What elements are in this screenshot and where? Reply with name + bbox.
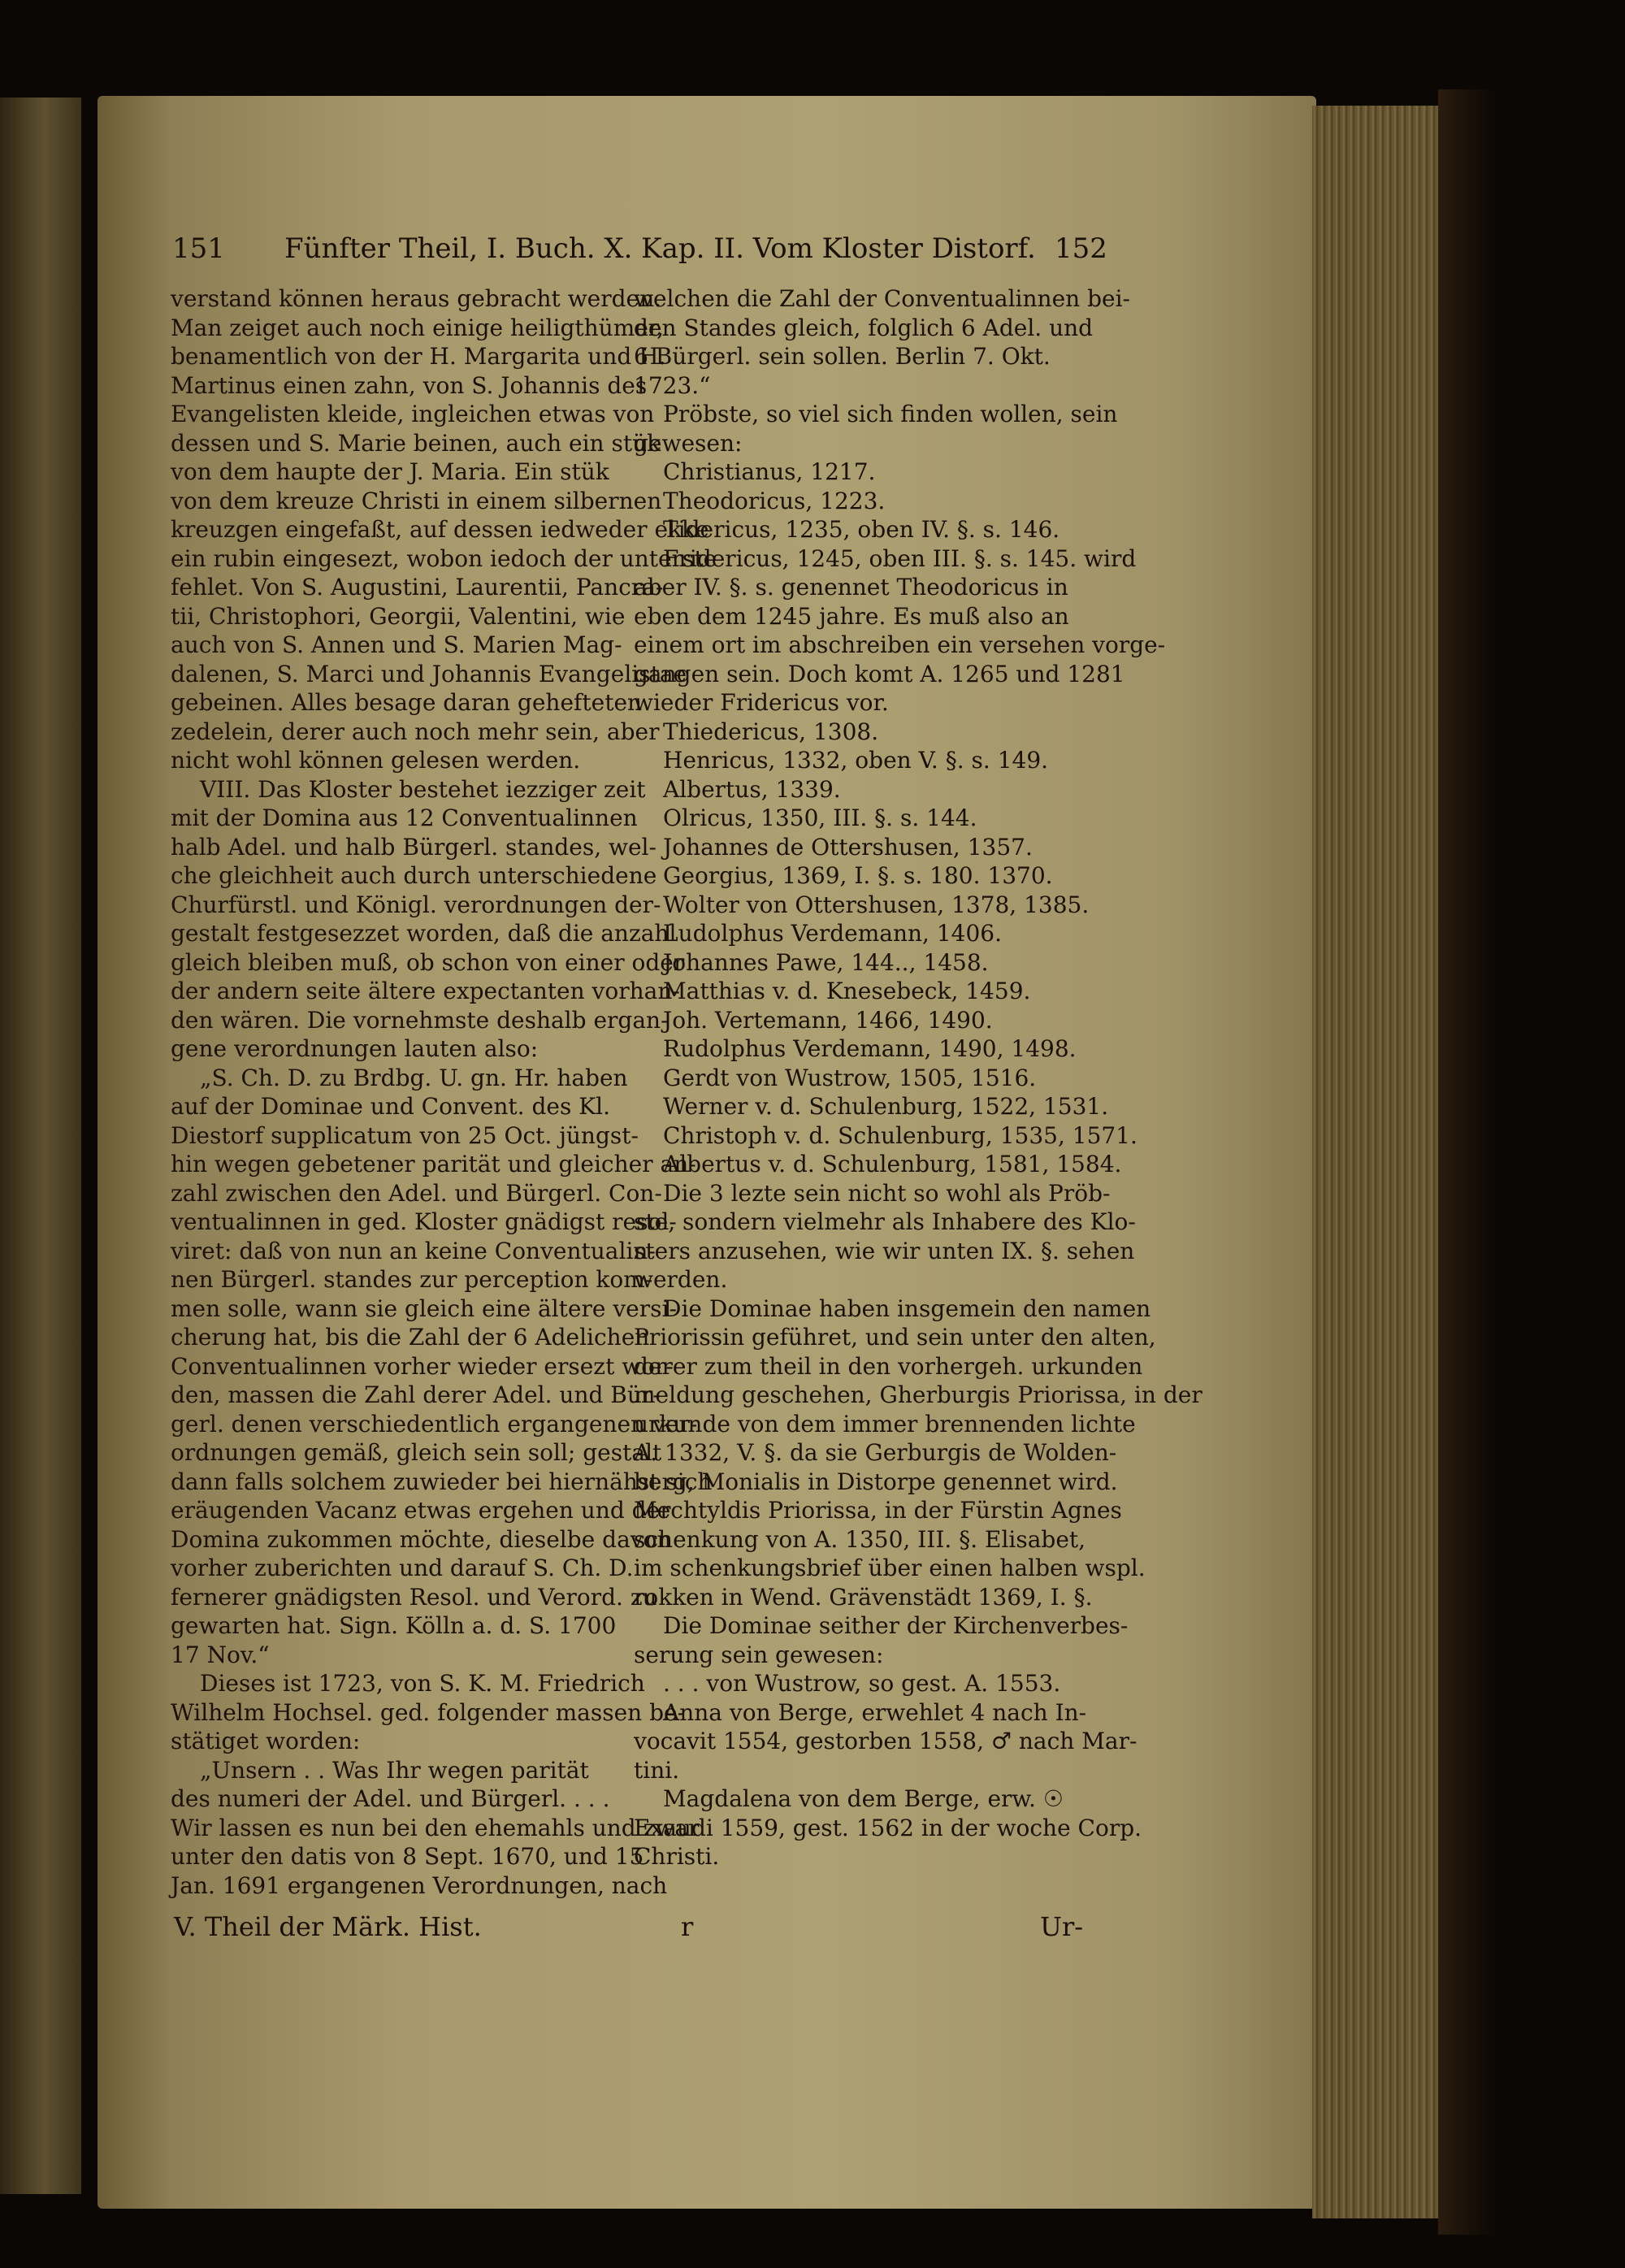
signature-mark: V. Theil der Märk. Hist. xyxy=(174,1911,482,1942)
text-line: 17 Nov.“ xyxy=(171,1641,270,1668)
text-line: Matthias v. d. Knesebeck, 1459. xyxy=(663,978,1031,1004)
text-line: Wolter von Ottershusen, 1378, 1385. xyxy=(663,891,1090,918)
text-line: gangen sein. Doch komt A. 1265 und 1281 xyxy=(634,660,1125,687)
text-line: von dem haupte der J. Maria. Ein stük xyxy=(171,458,609,485)
text-line: Johannes de Ottershusen, 1357. xyxy=(663,833,1033,861)
text-line: Exaudi 1559, gest. 1562 in der woche Corp. xyxy=(634,1814,1142,1841)
text-line: men solle, wann sie gleich eine ältere versi- xyxy=(171,1294,677,1322)
text-line: Martinus einen zahn, von S. Johannis des xyxy=(171,371,648,399)
text-line: ventualinnen in ged. Kloster gnädigst resol- xyxy=(171,1208,677,1235)
text-line: verstand können heraus gebracht werden. xyxy=(171,285,662,312)
text-line: benamentlich von der H. Margarita und H. xyxy=(171,343,666,370)
text-line: Fridericus, 1245, oben III. §. s. 145. wird xyxy=(663,544,1137,572)
text-line: tini. xyxy=(634,1756,680,1784)
text-line: Christoph v. d. Schulenburg, 1535, 1571. xyxy=(663,1121,1138,1149)
text-line: Albertus, 1339. xyxy=(663,775,841,803)
text-line: che gleichheit auch durch unterschiedene xyxy=(171,862,657,889)
text-line: gleich bleiben muß, ob schon von einer oder xyxy=(171,948,685,976)
text-line: zahl zwischen den Adel. und Bürgerl. Con- xyxy=(171,1179,662,1207)
text-line: Jan. 1691 ergangenen Verordnungen, nach xyxy=(171,1871,668,1899)
text-line: zedelein, derer auch noch mehr sein, aber xyxy=(171,718,660,745)
text-line: Diestorf supplicatum von 25 Oct. jüngst- xyxy=(171,1121,639,1149)
text-line: vocavit 1554, gestorben 1558, ♂ nach Mar- xyxy=(634,1728,1138,1754)
text-line: nen Bürgerl. standes zur perception kom- xyxy=(171,1266,653,1293)
text-line: ordnungen gemäß, gleich sein soll; gestalt xyxy=(171,1439,662,1466)
facing-page-edge xyxy=(0,98,81,2194)
text-line: eben dem 1245 jahre. Es muß also an xyxy=(634,602,1069,630)
page-block-edge xyxy=(1312,106,1442,2218)
text-line: Joh. Vertemann, 1466, 1490. xyxy=(663,1006,993,1034)
text-line: Mechtyldis Priorissa, in der Fürstin Agnes xyxy=(634,1497,1122,1524)
text-line: einem ort im abschreiben ein versehen vorge- xyxy=(634,631,1166,658)
text-line: urkunde von dem immer brennenden lichte xyxy=(634,1410,1136,1438)
text-line: Ludolphus Verdemann, 1406. xyxy=(663,920,1002,947)
text-line: mit der Domina aus 12 Conventualinnen xyxy=(171,804,638,831)
text-line: gerl. denen verschiedentlich ergangenen ver- xyxy=(171,1410,698,1438)
text-line: serung sein gewesen: xyxy=(634,1641,884,1668)
text-line: „Unsern . . Was Ihr wegen parität xyxy=(200,1756,589,1784)
text-line: gewarten hat. Sign. Kölln a. d. S. 1700 xyxy=(171,1612,617,1639)
text-line: Conventualinnen vorher wieder ersezt wor- xyxy=(171,1352,674,1380)
text-line: von dem kreuze Christi in einem silbernen xyxy=(171,487,662,514)
text-line: den wären. Die vornehmste deshalb ergan- xyxy=(171,1006,669,1034)
text-line: den Standes gleich, folglich 6 Adel. und xyxy=(634,314,1094,341)
text-line: . . . von Wustrow, so gest. A. 1553. xyxy=(663,1670,1061,1697)
text-line: Georgius, 1369, I. §. s. 180. 1370. xyxy=(663,862,1053,889)
text-line: gebeinen. Alles besage daran gehefteten xyxy=(171,689,643,716)
text-line: viret: daß von nun an keine Conventualin- xyxy=(171,1237,656,1264)
text-line: Man zeiget auch noch einige heiligthümer, xyxy=(171,314,665,341)
text-line: Die 3 lezte sein nicht so wohl als Pröb- xyxy=(663,1179,1111,1207)
text-line: Churfürstl. und Königl. verordnungen der- xyxy=(171,891,661,918)
text-line: kreuzgen eingefaßt, auf dessen iedweder ekke xyxy=(171,516,709,543)
text-line: Albertus v. d. Schulenburg, 1581, 1584. xyxy=(663,1151,1122,1177)
text-line: Henricus, 1332, oben V. §. s. 149. xyxy=(663,747,1049,774)
text-line: aber IV. §. s. genennet Theodoricus in xyxy=(634,574,1068,601)
text-line: ste, sondern vielmehr als Inhabere des Klo- xyxy=(634,1208,1136,1235)
text-line: wieder Fridericus vor. xyxy=(634,689,889,716)
text-line: im schenkungsbrief über einen halben wspl. xyxy=(634,1555,1146,1581)
text-line: werden. xyxy=(634,1266,728,1293)
text-line: cherung hat, bis die Zahl der 6 Adelichen xyxy=(171,1324,650,1351)
text-line: Dieses ist 1723, von S. K. M. Friedrich xyxy=(200,1670,645,1697)
text-line: Rudolphus Verdemann, 1490, 1498. xyxy=(663,1035,1077,1062)
text-line: der andern seite ältere expectanten vorhan- xyxy=(171,978,680,1004)
text-line: Domina zukommen möchte, dieselbe davon xyxy=(171,1525,672,1553)
text-line: fernerer gnädigsten Resol. und Verord. zu xyxy=(171,1583,657,1611)
text-line: ein rubin eingesezt, wobon iedoch der unterste xyxy=(171,544,717,572)
text-line: tii, Christophori, Georgii, Valentini, wie xyxy=(171,602,626,630)
text-line: des numeri der Adel. und Bürgerl. . . . xyxy=(171,1785,610,1812)
text-line: Die Dominae haben insgemein den namen xyxy=(663,1294,1151,1322)
text-line: vorher zuberichten und darauf S. Ch. D. xyxy=(171,1555,634,1581)
text-line: sters anzusehen, wie wir unten IX. §. sehen xyxy=(634,1237,1135,1264)
text-line: Anna von Berge, erwehlet 4 nach In- xyxy=(663,1698,1087,1726)
text-line: gewesen: xyxy=(634,429,743,457)
text-line: Olricus, 1350, III. §. s. 144. xyxy=(663,804,977,831)
text-line: rokken in Wend. Grävenstädt 1369, I. §. xyxy=(634,1583,1093,1611)
catchword: Ur- xyxy=(1040,1911,1084,1942)
text-line: derer zum theil in den vorhergeh. urkunden xyxy=(634,1352,1143,1380)
page-number-left: 151 xyxy=(172,232,225,265)
text-line: Gerdt von Wustrow, 1505, 1516. xyxy=(663,1064,1037,1091)
page-number-right: 152 xyxy=(1055,232,1107,265)
text-line: VIII. Das Kloster bestehet iezziger zeit xyxy=(200,775,646,803)
book-shadow xyxy=(1438,89,1495,2235)
text-line: halb Adel. und halb Bürgerl. standes, wel- xyxy=(171,833,656,861)
running-title: Fünfter Theil, I. Buch. X. Kap. II. Vom Kloster Distorf. xyxy=(284,232,1036,265)
text-line: Tidericus, 1235, oben IV. §. s. 146. xyxy=(663,516,1060,543)
text-line: Christianus, 1217. xyxy=(663,458,876,485)
text-line: auch von S. Annen und S. Marien Mag- xyxy=(171,631,622,658)
text-line: hin wegen gebetener parität und gleicher an- xyxy=(171,1151,696,1177)
text-line: Werner v. d. Schulenburg, 1522, 1531. xyxy=(663,1093,1109,1120)
text-line: Johannes Pawe, 144.., 1458. xyxy=(663,948,989,976)
text-line: gestalt festgesezzet worden, daß die anzahl xyxy=(171,920,677,947)
text-line: eräugenden Vacanz etwas ergehen und der xyxy=(171,1497,671,1524)
text-line: gene verordnungen lauten also: xyxy=(171,1035,539,1062)
text-line: dessen und S. Marie beinen, auch ein stük xyxy=(171,429,661,457)
text-line: 1723.“ xyxy=(634,371,711,399)
text-line: Priorissin geführet, und sein unter den alten, xyxy=(634,1324,1156,1351)
text-line: unter den datis von 8 Sept. 1670, und 15 xyxy=(171,1843,644,1870)
text-line: meldung geschehen, Gherburgis Priorissa, in der xyxy=(634,1381,1202,1408)
text-line: Christi. xyxy=(634,1843,720,1870)
text-line: dann falls solchem zuwieder bei hiernähst sich xyxy=(171,1468,713,1495)
text-line: Pröbste, so viel sich finden wollen, sein xyxy=(663,401,1118,427)
text-line: Wir lassen es nun bei den ehemahls und zwar xyxy=(171,1814,700,1841)
text-line: welchen die Zahl der Conventualinnen bei- xyxy=(634,285,1130,312)
text-line: nicht wohl können gelesen werden. xyxy=(171,747,581,774)
right-column xyxy=(634,284,1202,1871)
signature-letter: r xyxy=(681,1911,694,1942)
text-line: stätiget worden: xyxy=(171,1728,361,1754)
text-line: A. 1332, V. §. da sie Gerburgis de Wolden- xyxy=(634,1439,1117,1466)
text-line: Die Dominae seither der Kirchenverbes- xyxy=(663,1612,1129,1639)
text-line: „S. Ch. D. zu Brdbg. U. gn. Hr. haben xyxy=(200,1064,628,1091)
text-line: berg, Monialis in Distorpe genennet wird. xyxy=(634,1468,1118,1495)
text-line: den, massen die Zahl derer Adel. und Bür- xyxy=(171,1381,661,1408)
text-line: Thiedericus, 1308. xyxy=(663,718,879,745)
text-line: 6 Bürgerl. sein sollen. Berlin 7. Okt. xyxy=(634,343,1051,370)
text-line: Evangelisten kleide, ingleichen etwas von xyxy=(171,401,655,427)
text-line: dalenen, S. Marci und Johannis Evangelistae xyxy=(171,660,687,687)
text-line: schenkung von A. 1350, III. §. Elisabet, xyxy=(634,1525,1086,1553)
text-line: auf der Dominae und Convent. des Kl. xyxy=(171,1093,610,1120)
text-line: Wilhelm Hochsel. ged. folgender massen be- xyxy=(171,1698,686,1726)
text-line: Magdalena von dem Berge, erw. ☉ xyxy=(663,1785,1064,1812)
text-line: Theodoricus, 1223. xyxy=(663,487,886,514)
text-line: fehlet. Von S. Augustini, Laurentii, Pancra- xyxy=(171,574,664,601)
